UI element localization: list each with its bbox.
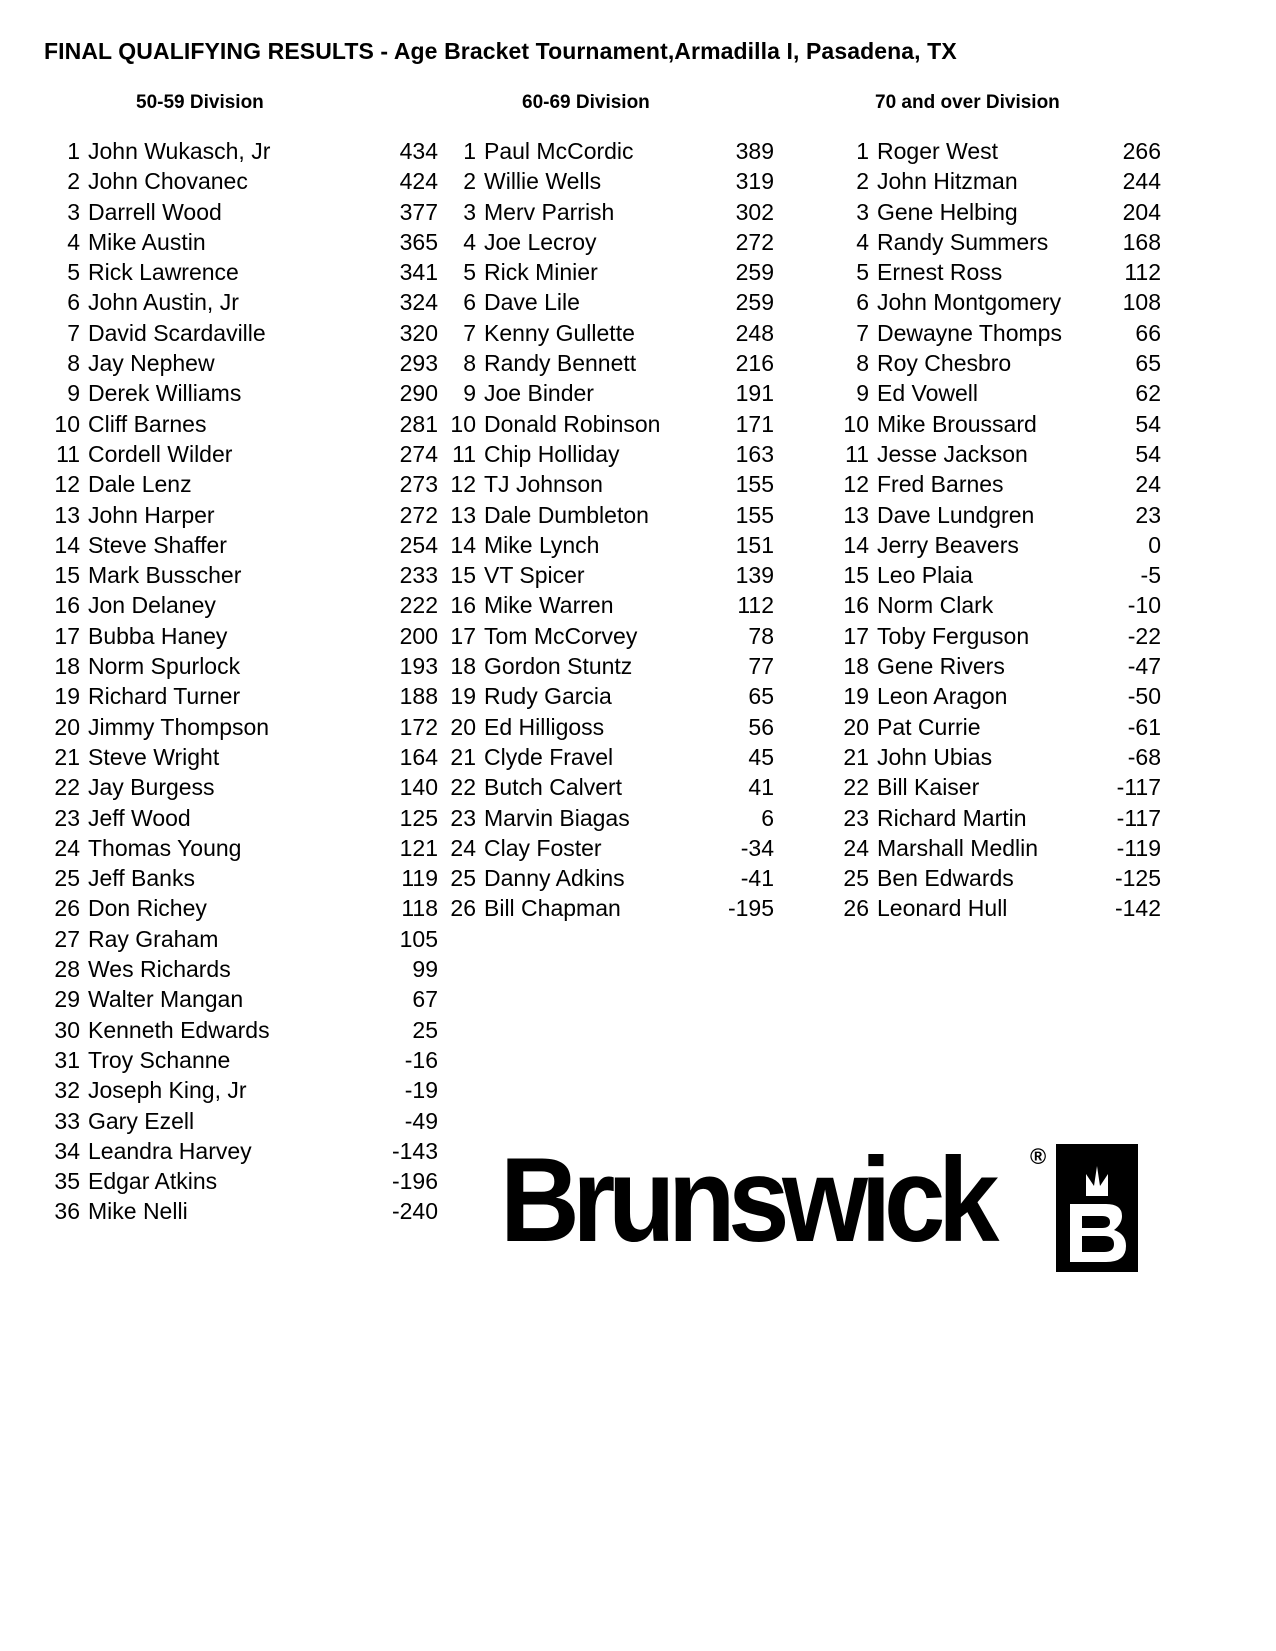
score: 259 bbox=[735, 289, 774, 316]
bowler-name: Jeff Wood bbox=[88, 804, 191, 831]
bowler-name: Clay Foster bbox=[484, 834, 602, 861]
rank: 5 bbox=[463, 259, 476, 286]
bowler-name: Walter Mangan bbox=[88, 986, 244, 1013]
score: 119 bbox=[401, 865, 438, 892]
rank: 7 bbox=[67, 319, 80, 346]
bowler-name: Gene Helbing bbox=[877, 198, 1018, 225]
bowler-name: Willie Wells bbox=[484, 168, 602, 195]
bowler-name: John Ubias bbox=[877, 743, 993, 770]
bowler-name: Clyde Fravel bbox=[484, 743, 614, 770]
score: -142 bbox=[1114, 895, 1161, 922]
rank: 14 bbox=[843, 531, 869, 558]
rank: 9 bbox=[67, 380, 80, 407]
bowler-name: Leandra Harvey bbox=[88, 1137, 252, 1164]
rank: 18 bbox=[450, 653, 476, 680]
score: -47 bbox=[1127, 653, 1161, 680]
score: 274 bbox=[399, 440, 438, 467]
bowler-name: Cordell Wilder bbox=[88, 440, 233, 467]
score: 155 bbox=[735, 471, 774, 498]
score: 112 bbox=[1124, 259, 1161, 286]
bowler-name: Bubba Haney bbox=[88, 622, 228, 649]
score: 171 bbox=[735, 410, 774, 437]
bowler-name: Edgar Atkins bbox=[88, 1168, 218, 1195]
bowler-name: VT Spicer bbox=[484, 562, 585, 589]
bowler-name: Gordon Stuntz bbox=[484, 653, 633, 680]
score: 139 bbox=[735, 562, 774, 589]
rank: 12 bbox=[54, 471, 80, 498]
rank: 12 bbox=[843, 471, 869, 498]
rank: 18 bbox=[54, 653, 80, 680]
bowler-name: Jon Delaney bbox=[88, 592, 216, 619]
rank: 8 bbox=[856, 350, 869, 377]
rank: 15 bbox=[450, 562, 476, 589]
rank: 11 bbox=[56, 440, 80, 467]
bowler-name: Norm Clark bbox=[877, 592, 994, 619]
bowler-name: Jerry Beavers bbox=[877, 531, 1019, 558]
bowler-name: Dave Lundgren bbox=[877, 501, 1035, 528]
score: -240 bbox=[391, 1198, 438, 1225]
rank: 10 bbox=[54, 410, 80, 437]
bowler-name: Richard Martin bbox=[877, 804, 1027, 831]
bowler-name: Randy Summers bbox=[877, 228, 1049, 255]
score: 389 bbox=[735, 138, 774, 164]
score: 56 bbox=[748, 713, 774, 740]
score: -22 bbox=[1127, 622, 1161, 649]
score: 78 bbox=[748, 622, 774, 649]
bowler-name: Gene Rivers bbox=[877, 653, 1005, 680]
bowler-name: Roger West bbox=[877, 138, 999, 164]
bowler-name: Dale Dumbleton bbox=[484, 501, 649, 528]
rank: 26 bbox=[450, 895, 476, 922]
score: -10 bbox=[1127, 592, 1161, 619]
bowler-name: Mike Nelli bbox=[88, 1198, 188, 1225]
score: 125 bbox=[399, 804, 438, 831]
score: 244 bbox=[1122, 168, 1161, 195]
score: 341 bbox=[399, 259, 438, 286]
rank: 26 bbox=[843, 895, 869, 922]
bowler-name: Richard Turner bbox=[88, 683, 241, 710]
score: 254 bbox=[399, 531, 438, 558]
rank: 24 bbox=[450, 834, 476, 861]
score: 6 bbox=[761, 804, 774, 831]
score: 302 bbox=[735, 198, 774, 225]
rank: 12 bbox=[450, 471, 476, 498]
rank: 21 bbox=[450, 743, 476, 770]
rank: 27 bbox=[54, 925, 80, 952]
score: 293 bbox=[399, 350, 438, 377]
division-header: 50-59 Division bbox=[136, 92, 264, 113]
rank: 2 bbox=[67, 168, 80, 195]
score: 112 bbox=[737, 592, 774, 619]
score: 41 bbox=[748, 774, 774, 801]
score: 222 bbox=[399, 592, 438, 619]
score: 99 bbox=[412, 956, 438, 983]
score: 248 bbox=[735, 319, 774, 346]
rank: 1 bbox=[463, 138, 476, 164]
score: 108 bbox=[1122, 289, 1161, 316]
score: 259 bbox=[735, 259, 774, 286]
bowler-name: Don Richey bbox=[88, 895, 207, 922]
bowler-name: Kenneth Edwards bbox=[88, 1016, 270, 1043]
brunswick-wordmark: Brunswick bbox=[500, 1133, 993, 1267]
rank: 24 bbox=[54, 834, 80, 861]
rank: 9 bbox=[856, 380, 869, 407]
bowler-name: Merv Parrish bbox=[484, 198, 615, 225]
bowler-name: Leon Aragon bbox=[877, 683, 1008, 710]
bowler-name: Rudy Garcia bbox=[484, 683, 612, 710]
rank: 21 bbox=[843, 743, 869, 770]
rank: 4 bbox=[856, 228, 869, 255]
score: -16 bbox=[404, 1046, 438, 1073]
bowler-name: Rick Lawrence bbox=[88, 259, 239, 286]
rank: 14 bbox=[54, 531, 80, 558]
rank: 33 bbox=[54, 1107, 80, 1134]
bowler-name: Roy Chesbro bbox=[877, 350, 1012, 377]
rank: 15 bbox=[843, 562, 869, 589]
score: 66 bbox=[1135, 319, 1161, 346]
score: -41 bbox=[740, 865, 774, 892]
rank: 11 bbox=[452, 440, 476, 467]
bowler-name: Jimmy Thompson bbox=[88, 713, 270, 740]
score: -143 bbox=[391, 1137, 438, 1164]
brunswick-crown-b-icon bbox=[1056, 1144, 1138, 1272]
rank: 16 bbox=[54, 592, 80, 619]
score: 67 bbox=[412, 986, 438, 1013]
rank: 14 bbox=[450, 531, 476, 558]
rank: 3 bbox=[463, 198, 476, 225]
bowler-name: Steve Shaffer bbox=[88, 531, 227, 558]
rank: 11 bbox=[845, 440, 869, 467]
bowler-name: Leo Plaia bbox=[877, 562, 973, 589]
score: 172 bbox=[399, 713, 438, 740]
score: 65 bbox=[1135, 350, 1161, 377]
score: 273 bbox=[399, 471, 438, 498]
bowler-name: Marvin Biagas bbox=[484, 804, 630, 831]
score: -61 bbox=[1127, 713, 1161, 740]
score: -117 bbox=[1116, 774, 1161, 801]
rank: 24 bbox=[843, 834, 869, 861]
score: -5 bbox=[1140, 562, 1161, 589]
rank: 32 bbox=[54, 1077, 80, 1104]
score: 45 bbox=[748, 743, 774, 770]
rank: 5 bbox=[67, 259, 80, 286]
rank: 25 bbox=[54, 865, 80, 892]
bowler-name: Norm Spurlock bbox=[88, 653, 241, 680]
bowler-name: Rick Minier bbox=[484, 259, 598, 286]
bowler-name: Butch Calvert bbox=[484, 774, 623, 801]
score: 424 bbox=[399, 168, 438, 195]
rank: 23 bbox=[450, 804, 476, 831]
score: 193 bbox=[399, 653, 438, 680]
score: 25 bbox=[412, 1016, 438, 1043]
rank: 17 bbox=[54, 622, 80, 649]
rank: 16 bbox=[843, 592, 869, 619]
bowler-name: Paul McCordic bbox=[484, 138, 634, 164]
rank: 2 bbox=[856, 168, 869, 195]
rank: 8 bbox=[67, 350, 80, 377]
score: 191 bbox=[735, 380, 774, 407]
score: 54 bbox=[1135, 410, 1161, 437]
bowler-name: Ed Vowell bbox=[877, 380, 979, 407]
bowler-name: Thomas Young bbox=[88, 834, 242, 861]
rank: 25 bbox=[843, 865, 869, 892]
score: 204 bbox=[1122, 198, 1161, 225]
rank: 5 bbox=[856, 259, 869, 286]
score: -49 bbox=[404, 1107, 438, 1134]
bowler-name: Jesse Jackson bbox=[877, 440, 1028, 467]
bowler-name: John Chovanec bbox=[88, 168, 248, 195]
bowler-name: Dave Lile bbox=[484, 289, 580, 316]
rank: 9 bbox=[463, 380, 476, 407]
rank: 20 bbox=[450, 713, 476, 740]
score: -117 bbox=[1116, 804, 1161, 831]
bowler-name: Ed Hilligoss bbox=[484, 713, 605, 740]
division-header: 60-69 Division bbox=[522, 92, 650, 113]
bowler-name: Fred Barnes bbox=[877, 471, 1004, 498]
score: 319 bbox=[735, 168, 774, 195]
score: 233 bbox=[399, 562, 438, 589]
bowler-name: Gary Ezell bbox=[88, 1107, 195, 1134]
page-title: FINAL QUALIFYING RESULTS - Age Bracket Tournament,Armadilla I, Pasadena, TX bbox=[44, 38, 957, 64]
rank: 15 bbox=[54, 562, 80, 589]
score: 188 bbox=[399, 683, 438, 710]
bowler-name: Jeff Banks bbox=[88, 865, 195, 892]
rank: 34 bbox=[54, 1137, 80, 1164]
score: -125 bbox=[1114, 865, 1161, 892]
bowler-name: Kenny Gullette bbox=[484, 319, 635, 346]
bowler-name: Marshall Medlin bbox=[877, 834, 1039, 861]
bowler-name: Chip Holliday bbox=[484, 440, 620, 467]
score: 23 bbox=[1135, 501, 1161, 528]
score: 377 bbox=[399, 198, 438, 225]
rank: 35 bbox=[54, 1168, 80, 1195]
rank: 23 bbox=[843, 804, 869, 831]
bowler-name: Tom McCorvey bbox=[484, 622, 638, 649]
rank: 22 bbox=[450, 774, 476, 801]
score: 272 bbox=[735, 228, 774, 255]
bowler-name: David Scardaville bbox=[88, 319, 266, 346]
rank: 13 bbox=[843, 501, 869, 528]
bowler-name: Danny Adkins bbox=[484, 865, 625, 892]
rank: 21 bbox=[54, 743, 80, 770]
bowler-name: Ray Graham bbox=[88, 925, 219, 952]
bowler-name: Joseph King, Jr bbox=[88, 1077, 247, 1104]
bowler-name: Troy Schanne bbox=[88, 1046, 231, 1073]
rank: 25 bbox=[450, 865, 476, 892]
rank: 29 bbox=[54, 986, 80, 1013]
score: 54 bbox=[1135, 440, 1161, 467]
rank: 26 bbox=[54, 895, 80, 922]
score: 77 bbox=[748, 653, 774, 680]
score: 0 bbox=[1148, 531, 1161, 558]
rank: 22 bbox=[54, 774, 80, 801]
bowler-name: Jay Nephew bbox=[88, 350, 215, 377]
score: 164 bbox=[399, 743, 438, 770]
score: 434 bbox=[399, 138, 438, 164]
score: 216 bbox=[735, 350, 774, 377]
bowler-name: Randy Bennett bbox=[484, 350, 637, 377]
rank: 18 bbox=[843, 653, 869, 680]
rank: 23 bbox=[54, 804, 80, 831]
score: 324 bbox=[399, 289, 438, 316]
rank: 36 bbox=[54, 1198, 80, 1225]
bowler-name: Joe Lecroy bbox=[484, 228, 597, 255]
rank: 28 bbox=[54, 956, 80, 983]
bowler-name: Mike Austin bbox=[88, 228, 206, 255]
bowler-name: Mark Busscher bbox=[88, 562, 242, 589]
brunswick-logo bbox=[500, 1133, 1140, 1272]
score: 163 bbox=[735, 440, 774, 467]
bowler-name: Steve Wright bbox=[88, 743, 220, 770]
bowler-name: John Harper bbox=[88, 501, 215, 528]
score: 266 bbox=[1122, 138, 1161, 164]
bowler-name: Mike Warren bbox=[484, 592, 614, 619]
rank: 17 bbox=[450, 622, 476, 649]
rank: 4 bbox=[67, 228, 80, 255]
bowler-name: John Austin, Jr bbox=[88, 289, 239, 316]
rank: 30 bbox=[54, 1016, 80, 1043]
score: -119 bbox=[1116, 834, 1161, 861]
score: -34 bbox=[740, 834, 774, 861]
rank: 16 bbox=[450, 592, 476, 619]
bowler-name: Cliff Barnes bbox=[88, 410, 207, 437]
score: 65 bbox=[748, 683, 774, 710]
score: 290 bbox=[399, 380, 438, 407]
score: 272 bbox=[399, 501, 438, 528]
score: -195 bbox=[727, 895, 774, 922]
score: 151 bbox=[735, 531, 774, 558]
rank: 10 bbox=[843, 410, 869, 437]
bowler-name: Toby Ferguson bbox=[877, 622, 1030, 649]
bowler-name: Donald Robinson bbox=[484, 410, 661, 437]
rank: 6 bbox=[463, 289, 476, 316]
score: 121 bbox=[399, 834, 438, 861]
bowler-name: Ben Edwards bbox=[877, 865, 1014, 892]
score: 155 bbox=[735, 501, 774, 528]
rank: 8 bbox=[463, 350, 476, 377]
bowler-name: Darrell Wood bbox=[88, 198, 222, 225]
rank: 10 bbox=[450, 410, 476, 437]
rank: 13 bbox=[450, 501, 476, 528]
rank: 6 bbox=[856, 289, 869, 316]
bowler-name: Dale Lenz bbox=[88, 471, 192, 498]
bowler-name: Mike Lynch bbox=[484, 531, 600, 558]
score: -19 bbox=[404, 1077, 438, 1104]
score: 62 bbox=[1135, 380, 1161, 407]
rank: 22 bbox=[843, 774, 869, 801]
bowler-name: Mike Broussard bbox=[877, 410, 1037, 437]
bowler-name: Wes Richards bbox=[88, 956, 231, 983]
rank: 20 bbox=[843, 713, 869, 740]
bowler-name: Jay Burgess bbox=[88, 774, 215, 801]
rank: 1 bbox=[67, 138, 80, 164]
score: 118 bbox=[401, 895, 438, 922]
bowler-name: Dewayne Thomps bbox=[877, 319, 1062, 346]
rank: 7 bbox=[463, 319, 476, 346]
rank: 1 bbox=[856, 138, 869, 164]
rank: 3 bbox=[856, 198, 869, 225]
rank: 19 bbox=[843, 683, 869, 710]
rank: 17 bbox=[843, 622, 869, 649]
rank: 31 bbox=[54, 1046, 80, 1073]
bowler-name: Bill Chapman bbox=[484, 895, 621, 922]
rank: 2 bbox=[463, 168, 476, 195]
score: -50 bbox=[1127, 683, 1161, 710]
score: 105 bbox=[399, 925, 438, 952]
bowler-name: Bill Kaiser bbox=[877, 774, 980, 801]
bowler-name: TJ Johnson bbox=[484, 471, 603, 498]
rank: 3 bbox=[67, 198, 80, 225]
rank: 20 bbox=[54, 713, 80, 740]
rank: 6 bbox=[67, 289, 80, 316]
score: 200 bbox=[399, 622, 438, 649]
score: -68 bbox=[1127, 743, 1161, 770]
rank: 7 bbox=[856, 319, 869, 346]
bowler-name: Derek Williams bbox=[88, 380, 242, 407]
rank: 19 bbox=[54, 683, 80, 710]
bowler-name: John Montgomery bbox=[877, 289, 1062, 316]
registered-mark: ® bbox=[1030, 1144, 1047, 1169]
bowler-name: John Wukasch, Jr bbox=[88, 138, 271, 164]
score: 320 bbox=[399, 319, 438, 346]
bowler-name: Ernest Ross bbox=[877, 259, 1003, 286]
score: 24 bbox=[1135, 471, 1161, 498]
rank: 4 bbox=[463, 228, 476, 255]
score: 365 bbox=[399, 228, 438, 255]
bowler-name: John Hitzman bbox=[877, 168, 1018, 195]
score: 281 bbox=[399, 410, 438, 437]
division-header: 70 and over Division bbox=[875, 92, 1060, 113]
bowler-name: Leonard Hull bbox=[877, 895, 1008, 922]
score: 140 bbox=[399, 774, 438, 801]
rank: 19 bbox=[450, 683, 476, 710]
bowler-name: Joe Binder bbox=[484, 380, 594, 407]
score: -196 bbox=[391, 1168, 438, 1195]
score: 168 bbox=[1122, 228, 1161, 255]
bowler-name: Pat Currie bbox=[877, 713, 981, 740]
rank: 13 bbox=[54, 501, 80, 528]
